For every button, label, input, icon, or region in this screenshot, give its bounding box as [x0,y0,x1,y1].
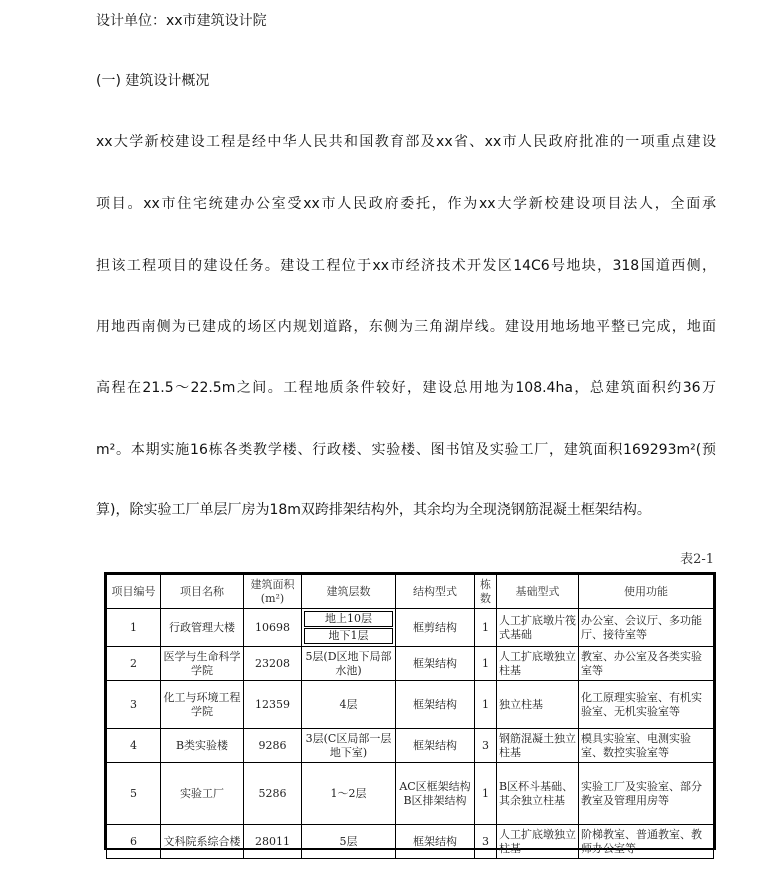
table-row [107,825,714,859]
cell-function: 化工原理实验室、有机实验室、无机实验室等 [579,681,714,729]
col-header-structure: 结构型式 [396,575,475,609]
section-title: (一) 建筑设计概况 [96,73,210,89]
project-table [104,572,716,855]
cell-structure: 框架结构 [396,681,475,729]
col-header-name: 项目名称 [161,575,244,609]
cell-floors: 1～2层 [302,763,396,825]
cell-structure: 框架结构 [396,647,475,681]
floors-below-ground: 地下1层 [304,628,393,644]
cell-name: 文科院系综合楼 [161,825,244,859]
paragraph-line: 担该工程项目的建设任务。建设工程位于xx市经济技术开发区14C6号地块，318国道西侧， [96,258,716,274]
cell-function: 阶梯教室、普通教室、教师办公室等 [579,825,714,859]
cell-foundation: 独立柱基 [497,681,579,729]
paragraph-line: 用地西南侧为已建成的场区内规划道路，东侧为三角湖岸线。建设用地场地平整已完成，地面 [96,319,716,335]
cell-structure: 框架结构 [396,729,475,763]
paragraph-line: m²。本期实施16栋各类教学楼、行政楼、实验楼、图书馆及实验工厂，建筑面积169293m²(预 [96,442,716,458]
cell-function: 模具实验室、电测实验室、数控实验室等 [579,729,714,763]
cell-count: 1 [475,609,497,647]
cell-function: 办公室、会议厅、多功能厅、接待室等 [579,609,714,647]
col-header-floors: 建筑层数 [302,575,396,609]
col-header-no: 项目编号 [107,575,161,609]
cell-count: 3 [475,825,497,859]
table-row [107,609,714,647]
cell-count: 1 [475,763,497,825]
cell-area: 12359 [244,681,302,729]
paragraph-line: 项目。xx市住宅统建办公室受xx市人民政府委托，作为xx大学新校建设项目法人，全面承 [96,196,716,212]
cell-structure: 框架结构 [396,825,475,859]
cell-structure: 框剪结构 [396,609,475,647]
table-row [107,647,714,681]
cell-no: 3 [107,681,161,729]
cell-name: 医学与生命科学学院 [161,647,244,681]
cell-floors: 3层(C区局部一层地下室) [302,729,396,763]
cell-no: 2 [107,647,161,681]
col-header-count: 栋数 [475,575,497,609]
cell-no: 1 [107,609,161,647]
col-header-area: 建筑面积(m²) [244,575,302,609]
cell-name: B类实验楼 [161,729,244,763]
cell-no: 5 [107,763,161,825]
cell-name: 实验工厂 [161,763,244,825]
table-row [107,729,714,763]
cell-foundation: 钢筋混凝土独立柱基 [497,729,579,763]
cell-count: 1 [475,681,497,729]
cell-foundation: 人工扩底墩独立柱基 [497,647,579,681]
cell-foundation: 人工扩底墩片筏式基础 [497,609,579,647]
cell-floors [302,609,396,647]
table-caption: 表2-1 [680,552,714,567]
paragraph-line: 高程在21.5～22.5m之间。工程地质条件较好，建设总用地为108.4ha，总建筑面积约36万 [96,380,716,396]
floors-above-ground: 地上10层 [304,611,393,627]
cell-function: 教室、办公室及各类实验室等 [579,647,714,681]
col-header-function: 使用功能 [579,575,714,609]
cell-area: 10698 [244,609,302,647]
cell-structure: AC区框架结构B区排架结构 [396,763,475,825]
cell-no: 6 [107,825,161,859]
paragraph-line: xx大学新校建设工程是经中华人民共和国教育部及xx省、xx市人民政府批准的一项重点建设 [96,134,716,150]
design-unit-line: 设计单位：xx市建筑设计院 [96,13,267,29]
cell-area: 28011 [244,825,302,859]
cell-floors: 5层(D区地下局部水池) [302,647,396,681]
table-row [107,681,714,729]
table-header-row [107,575,714,609]
cell-count: 3 [475,729,497,763]
cell-name: 化工与环境工程学院 [161,681,244,729]
cell-floors: 4层 [302,681,396,729]
cell-foundation: B区杯斗基础、其余独立柱基 [497,763,579,825]
cell-area: 9286 [244,729,302,763]
col-header-foundation: 基础型式 [497,575,579,609]
cell-area: 23208 [244,647,302,681]
cell-name: 行政管理大楼 [161,609,244,647]
cell-count: 1 [475,647,497,681]
cell-foundation: 人工扩底墩独立柱基 [497,825,579,859]
cell-floors: 5层 [302,825,396,859]
table-row [107,763,714,825]
cell-function: 实验工厂及实验室、部分教室及管理用房等 [579,763,714,825]
paragraph-line: 算)，除实验工厂单层厂房为18m双跨排架结构外，其余均为全现浇钢筋混凝土框架结构。 [96,502,651,518]
cell-no: 4 [107,729,161,763]
cell-area: 5286 [244,763,302,825]
